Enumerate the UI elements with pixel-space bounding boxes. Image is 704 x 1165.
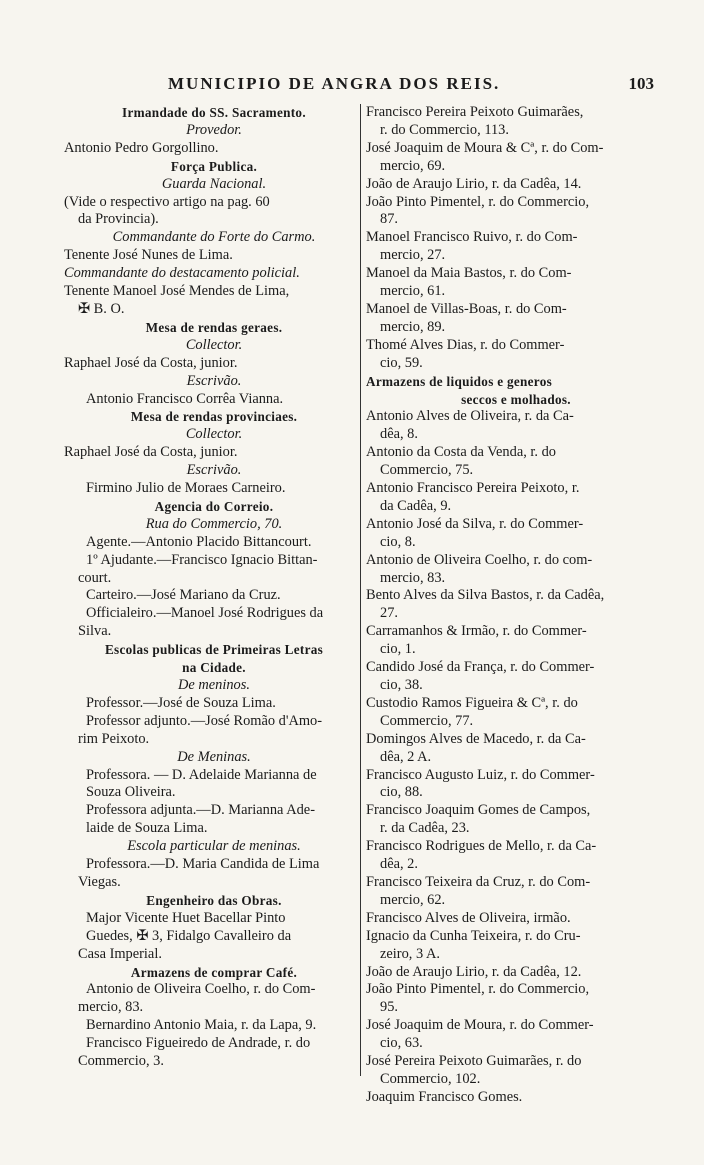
text-line: Domingos Alves de Macedo, r. da Ca-	[366, 730, 586, 747]
text-line: Antonio Pedro Gorgollino.	[64, 139, 219, 156]
text-line: dêa, 2 A.	[380, 748, 432, 765]
text-line: Força Publica.	[170, 158, 258, 174]
text-line: Joaquim Francisco Gomes.	[366, 1088, 523, 1105]
text-line: Candido José da França, r. do Commer-	[366, 659, 595, 676]
text-line: cio, 8.	[380, 533, 416, 550]
text-line: Antonio José da Silva, r. do Commer-	[366, 515, 584, 532]
text-line: Irmandade do SS. Sacramento.	[122, 105, 306, 120]
text-line: João de Araujo Lirio, r. da Cadêa, 14.	[366, 175, 582, 192]
text-line: Viegas.	[78, 873, 121, 890]
text-line: cio, 38.	[380, 677, 423, 693]
text-line: Collector.	[185, 426, 243, 443]
text-line: na Cidade.	[182, 660, 246, 676]
text-line: 1º Ajudante.—Francisco Ignacio Bittan-	[86, 551, 318, 568]
text-line: zeiro, 3 A.	[380, 945, 440, 962]
text-line: Antonio Francisco Corrêa Vianna.	[86, 390, 284, 407]
text-line: Commercio, 75.	[380, 462, 474, 479]
text-line: Francisco Joaquim Gomes de Campos,	[366, 802, 591, 819]
text-line: Professora.—D. Maria Candida de Lima	[86, 856, 320, 873]
text-line: rim Peixoto.	[78, 730, 150, 747]
text-line: Provedor.	[186, 121, 242, 138]
text-line: Francisco Pereira Peixoto Guimarães,	[366, 104, 584, 120]
text-line: Officialeiro.—Manoel José Rodrigues da	[86, 605, 324, 622]
text-line: cio, 59.	[380, 354, 423, 371]
text-line: Manoel da Maia Bastos, r. do Com-	[366, 265, 572, 282]
text-line: Tenente Manoel José Mendes de Lima,	[64, 283, 290, 300]
text-line: laide de Souza Lima.	[86, 820, 208, 837]
text-line: mercio, 61.	[380, 283, 446, 300]
text-line: 95.	[380, 999, 398, 1016]
text-line: 27.	[380, 605, 398, 622]
text-line: Bento Alves da Silva Bastos, r. da Cadêa,	[366, 587, 605, 604]
text-line: Antonio de Oliveira Coelho, r. do com-	[366, 551, 593, 568]
text-line: Commercio, 102.	[380, 1070, 481, 1087]
text-line: Custodio Ramos Figueira & Cª, r. do	[366, 694, 578, 711]
text-line: dêa, 2.	[380, 856, 418, 873]
text-line: Professor adjunto.—José Romão d'Amo-	[86, 712, 323, 729]
text-line: Commercio, 3.	[78, 1053, 164, 1070]
text-line: Ignacio da Cunha Teixeira, r. do Cru-	[366, 927, 581, 944]
text-line: Raphael José da Costa, junior.	[64, 354, 238, 371]
text-line: João Pinto Pimentel, r. do Commercio,	[366, 193, 590, 210]
text-line: Silva.	[78, 623, 112, 640]
page-title: MUNICIPIO DE ANGRA DOS REIS.	[168, 74, 501, 93]
text-line: Tenente José Nunes de Lima.	[64, 247, 233, 264]
text-line: dêa, 8.	[380, 426, 418, 443]
text-line: Raphael José da Costa, junior.	[64, 444, 238, 461]
text-line: mercio, 83.	[380, 569, 446, 586]
text-line: Professor.—José de Souza Lima.	[86, 694, 276, 711]
text-line: João de Araujo Lirio, r. da Cadêa, 12.	[366, 963, 582, 980]
text-line: Escrivão.	[186, 462, 242, 479]
text-line: da Cadêa, 9.	[380, 497, 452, 514]
text-line: Antonio da Costa da Venda, r. do	[366, 444, 556, 461]
text-line: Commercio, 77.	[380, 712, 474, 729]
page-number: 103	[628, 74, 654, 93]
text-line: Carteiro.—José Mariano da Cruz.	[86, 587, 281, 604]
text-line: 87.	[380, 211, 398, 228]
text-line: Francisco Teixeira da Cruz, r. do Com-	[366, 873, 591, 890]
text-line: De meninos.	[178, 677, 250, 693]
text-line: Agente.—Antonio Placido Bittancourt.	[86, 533, 312, 550]
text-line: Antonio de Oliveira Coelho, r. do Com-	[86, 981, 316, 998]
text-line: mercio, 62.	[380, 891, 446, 908]
text-line: Francisco Rodrigues de Mello, r. da Ca-	[366, 838, 597, 855]
text-line: Escolas publicas de Primeiras Letras	[104, 642, 324, 658]
text-line: ✠ B. O.	[78, 300, 125, 317]
text-line: Guedes, ✠ 3, Fidalgo Cavalleiro da	[86, 927, 292, 944]
text-line: cio, 63.	[380, 1035, 423, 1052]
text-line: Francisco Augusto Luiz, r. do Commer-	[366, 766, 595, 783]
text-line: Antonio Francisco Pereira Peixoto, r.	[366, 480, 580, 497]
text-line: Carramanhos & Irmão, r. do Commer-	[366, 623, 587, 640]
text-line: Mesa de rendas provinciaes.	[130, 409, 298, 425]
text-line: Major Vicente Huet Bacellar Pinto	[86, 909, 286, 926]
text-line: Thomé Alves Dias, r. do Commer-	[366, 336, 565, 353]
text-line: Firmino Julio de Moraes Carneiro.	[86, 480, 286, 497]
text-line: (Vide o respectivo artigo na pag. 60	[64, 193, 270, 210]
text-line: Escola particular de meninas.	[127, 838, 301, 855]
text-line: José Pereira Peixoto Guimarães, r. do	[366, 1053, 582, 1070]
text-line: Engenheiro das Obras.	[146, 892, 282, 908]
text-line: r. da Cadêa, 23.	[380, 820, 470, 837]
text-line: Guarda Nacional.	[161, 175, 267, 192]
text-line: Souza Oliveira.	[86, 784, 176, 801]
left-column	[64, 104, 364, 1071]
text-line: da Provincia).	[78, 211, 159, 228]
right-column	[360, 104, 666, 1105]
text-line: cio, 88.	[380, 784, 423, 801]
text-line: seccos e molhados.	[461, 391, 571, 407]
text-line: mercio, 89.	[380, 318, 446, 335]
text-line: mercio, 83.	[78, 999, 144, 1016]
text-line: Manoel Francisco Ruivo, r. do Com-	[366, 229, 578, 246]
text-line: Manoel de Villas-Boas, r. do Com-	[366, 300, 567, 317]
text-line: Collector.	[185, 336, 243, 353]
text-line: Professora adjunta.—D. Marianna Ade-	[86, 802, 315, 819]
text-line: mercio, 27.	[380, 247, 446, 264]
page-header	[60, 74, 660, 98]
text-line: Bernardino Antonio Maia, r. da Lapa, 9.	[86, 1017, 317, 1034]
text-line: De Meninas.	[177, 748, 251, 765]
text-line: r. do Commercio, 113.	[380, 121, 509, 138]
text-line: mercio, 69.	[380, 157, 446, 174]
text-line: Escrivão.	[186, 372, 242, 389]
text-line: Antonio Alves de Oliveira, r. da Ca-	[366, 408, 574, 425]
text-line: Francisco Figueiredo de Andrade, r. do	[86, 1035, 311, 1052]
text-line: Casa Imperial.	[78, 945, 162, 962]
text-line: Professora. — D. Adelaide Marianna de	[86, 766, 317, 783]
text-line: Commandante do destacamento policial.	[64, 265, 300, 282]
text-line: cio, 1.	[380, 641, 416, 658]
text-line: court.	[78, 569, 112, 586]
text-line: Commandante do Forte do Carmo.	[112, 229, 316, 246]
text-line: Rua do Commercio, 70.	[145, 515, 283, 532]
text-line: Agencia do Correio.	[154, 498, 274, 514]
text-line: Armazens de liquidos e generos	[366, 373, 553, 389]
text-line: Mesa de rendas geraes.	[145, 319, 283, 335]
text-line: João Pinto Pimentel, r. do Commercio,	[366, 981, 590, 998]
text-line: José Joaquim de Moura, r. do Commer-	[366, 1017, 594, 1034]
text-line: Armazens de comprar Café.	[130, 964, 298, 980]
text-line: José Joaquim de Moura & Cª, r. do Com-	[366, 139, 604, 156]
text-line: Francisco Alves de Oliveira, irmão.	[366, 909, 571, 926]
